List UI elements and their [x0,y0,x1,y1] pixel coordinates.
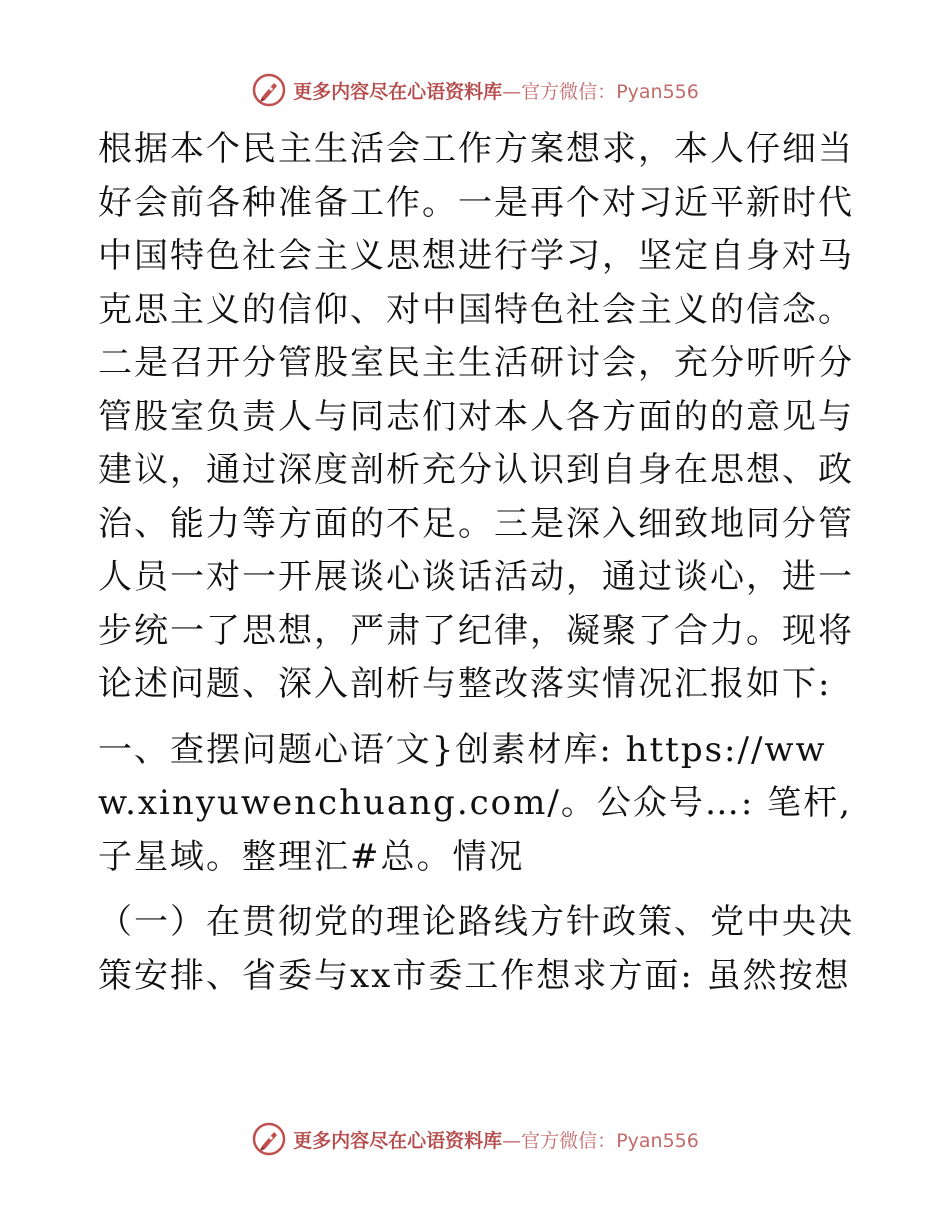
banner-main-text: 更多内容尽在心语资料库 [293,80,503,103]
banner-account-text: Pyan556 [616,80,699,103]
banner-account-text: Pyan556 [616,1129,699,1152]
pen-nib-logo-icon [251,1121,287,1157]
banner-separator-text: —官方微信： [502,1129,617,1152]
body-paragraph-2: （一）在贯彻党的理论路线方针政策、党中央决策安排、省委与xx市委工作想求方面: 虽然按想 [98,902,854,996]
banner-main-text: 更多内容尽在心语资料库 [293,1129,503,1152]
banner-separator-text: —官方微信： [502,80,617,103]
section-heading-1: 一、查摆问题心语′文}创素材库: https://www.xinyuwenchuang.com/。公众号…: 笔杆,子星域。整理汇#总。情况 [98,729,852,877]
pen-nib-logo-icon [251,72,287,108]
header-watermark-banner [0,70,950,110]
document-body [98,123,858,1003]
footer-watermark-banner [0,1119,950,1159]
body-paragraph-1: 根据本个民主生活会工作方案想求，本人仔细当好会前各种准备工作。一是再个对习近平新时代中国特色社会主义思想进行学习，坚定自身对马克思主义的信仰、对中国特色社会主义的信念。二是召开分管股室民主生活研讨会，充分听听分管股室负责人与同志们对本人各方面的的意见与建议，通过深度剖析充分认识到自身在思想、政治、能力等方面的不足。三是深入细致地同分管人员一对一开展谈心谈话活动，通过谈心，进一步统一了思想，严肃了纪律，凝聚了合力。现将论述问题、深入剖析与整改落实情况汇报如下: [98,129,854,704]
